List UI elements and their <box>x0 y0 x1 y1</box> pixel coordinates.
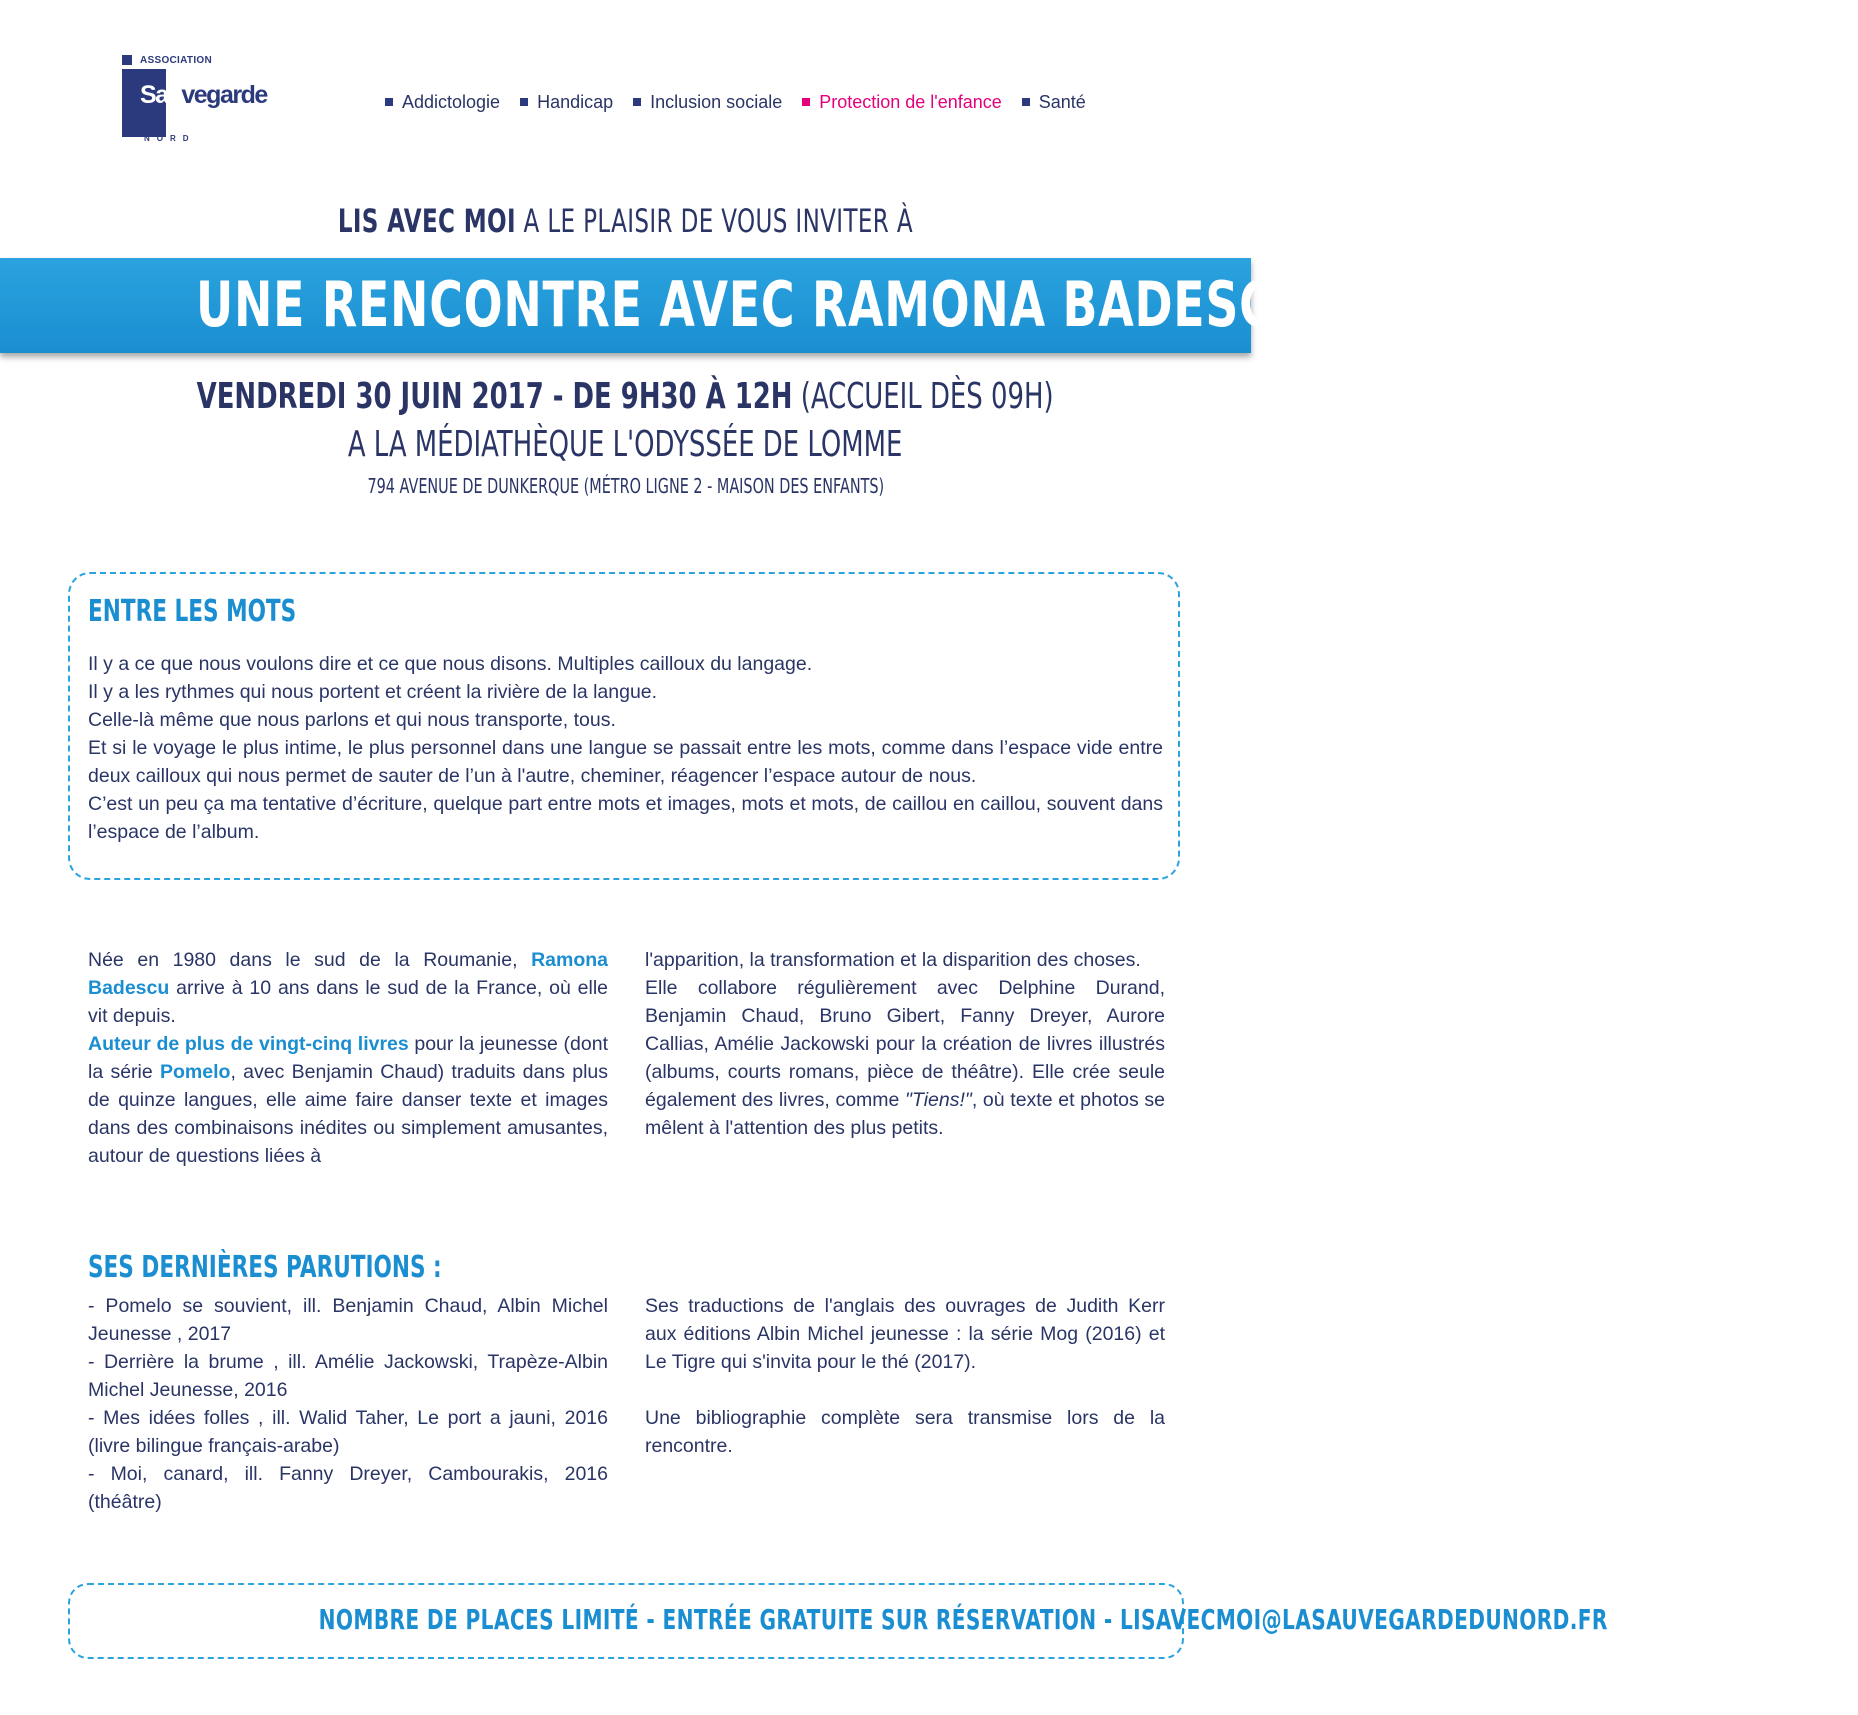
book-title: "Tiens!" <box>905 1089 972 1111</box>
bio-paragraph: l'apparition, la transformation et la disparition des choses. <box>645 949 1141 971</box>
footer-reservation <box>68 1603 1608 1636</box>
square-bullet-icon <box>1022 98 1030 106</box>
publication-item: - Derrière la brume , ill. Amélie Jackowski, Trapèze-Albin Michel Jeunesse, 2016 <box>88 1351 608 1401</box>
square-bullet-icon <box>802 98 810 106</box>
translations-note: Ses traductions de l'anglais des ouvrages de Judith Kerr aux éditions Albin Michel jeunesse : la série Mog (2016) et Le Tigre qui s'invita pour le thé (2017). <box>645 1295 1165 1373</box>
publication-item: - Mes idées folles , ill. Walid Taher, Le port a jauni, 2016 (livre bilingue français-arabe) <box>88 1407 608 1457</box>
bio-column-left <box>88 946 608 1170</box>
logo-square-icon <box>122 55 132 65</box>
nav-item-handicap[interactable]: Handicap <box>520 92 613 113</box>
logo-region: NORD <box>144 134 196 143</box>
sauvegarde-logo <box>122 55 292 147</box>
publications-notes <box>645 1292 1165 1460</box>
event-address: 794 AVENUE DE DUNKERQUE (MÉTRO LIGNE 2 - MAISON DES ENFANTS) <box>367 474 884 498</box>
nav-item-protection-enfance[interactable]: Protection de l'enfance <box>802 92 1002 113</box>
publications-list <box>88 1292 608 1516</box>
bio-paragraph: Née en 1980 dans le sud de la Roumanie, Ramona Badescu arrive à 10 ans dans le sud de la France, où elle vit depuis. <box>88 949 608 1027</box>
quote-box-text <box>88 650 1163 846</box>
event-title: UNE RENCONTRE AVEC RAMONA BADESCU <box>195 268 1312 341</box>
nav-item-sante[interactable]: Santé <box>1022 92 1086 113</box>
publication-item: - Pomelo se souvient, ill. Benjamin Chaud, Albin Michel Jeunesse , 2017 <box>88 1295 608 1345</box>
nav-item-inclusion-sociale[interactable]: Inclusion sociale <box>633 92 782 113</box>
quote-line: Et si le voyage le plus intime, le plus personnel dans une langue se passait entre les mots, comme dans l’espace vide entre deux cailloux qui nous permet de sauter de l’un à l'autre, cheminer, réagencer l’espace autour de nous. <box>88 737 1163 787</box>
nav-item-addictologie[interactable]: Addictologie <box>385 92 500 113</box>
bibliography-note: Une bibliographie complète sera transmise lors de la rencontre. <box>645 1407 1165 1457</box>
quote-line: C’est un peu ça ma tentative d’écriture, quelque part entre mots et images, mots et mots, de caillou en caillou, souvent dans l’espace de l’album. <box>88 793 1163 843</box>
logo-association: ASSOCIATION <box>140 55 213 66</box>
top-navigation <box>385 90 1106 114</box>
square-bullet-icon <box>385 98 393 106</box>
spacer <box>645 1376 1165 1404</box>
event-venue: A LA MÉDIATHÈQUE L'ODYSSÉE DE LOMME <box>348 424 903 465</box>
invitation-line: LIS AVEC MOI A LE PLAISIR DE VOUS INVITER À <box>337 202 914 240</box>
bio-paragraph-continued: , avec Benjamin Chaud) traduits dans plus de quinze langues, elle aime faire danser texte et images dans des combinaisons inédites ou simplement amusantes, autour de questions liées à <box>88 1061 609 1167</box>
quote-line: Il y a ce que nous voulons dire et ce que nous disons. Multiples cailloux du langage. <box>88 653 813 675</box>
square-bullet-icon <box>520 98 528 106</box>
quote-line: Il y a les rythmes qui nous portent et créent la rivière de la langue. <box>88 681 658 703</box>
quote-line: Celle-là même que nous parlons et qui nous transporte, tous. <box>88 709 616 731</box>
logo-name: Sauvegarde <box>140 81 267 109</box>
event-date: VENDREDI 30 JUIN 2017 - DE 9H30 À 12H (ACCUEIL DÈS 09H) <box>197 376 1054 417</box>
reservation-email-link[interactable]: NOMBRE DE PLACES LIMITÉ - ENTRÉE GRATUITE SUR RÉSERVATION - LISAVECMOI@LASAUVEGARDEDUNORD.FR <box>318 1603 1608 1636</box>
publication-item: - Moi, canard, ill. Fanny Dreyer, Cambourakis, 2016 (théâtre) <box>88 1463 608 1513</box>
bio-paragraph: Auteur de plus de vingt-cinq livres pour la jeunesse (dont la série Pomelo, avec Benjamin Chaud) traduits dans plus de quinze langues, elle aime faire danser texte et images dans des combinaisons inédites ou simplement amusantes, autour de questions liées à <box>88 1033 609 1167</box>
series-name: Pomelo <box>160 1061 231 1083</box>
quote-box-title: ENTRE LES MOTS <box>88 594 297 629</box>
bio-column-right <box>645 946 1165 1142</box>
publications-title: SES DERNIÈRES PARUTIONS : <box>88 1250 442 1285</box>
author-name: Ramona Badescu <box>88 949 608 999</box>
bio-paragraph: Elle collabore régulièrement avec Delphine Durand, Benjamin Chaud, Bruno Gibert, Fanny Dreyer, Aurore Callias, Amélie Jackowski pour la création de livres illustrés (albums, courts romans, pièce de théâtre). Elle crée seule également des livres, comme "Tiens!", où texte et photos se mêlent à l'attention des plus petits. <box>645 977 1165 1139</box>
square-bullet-icon <box>633 98 641 106</box>
